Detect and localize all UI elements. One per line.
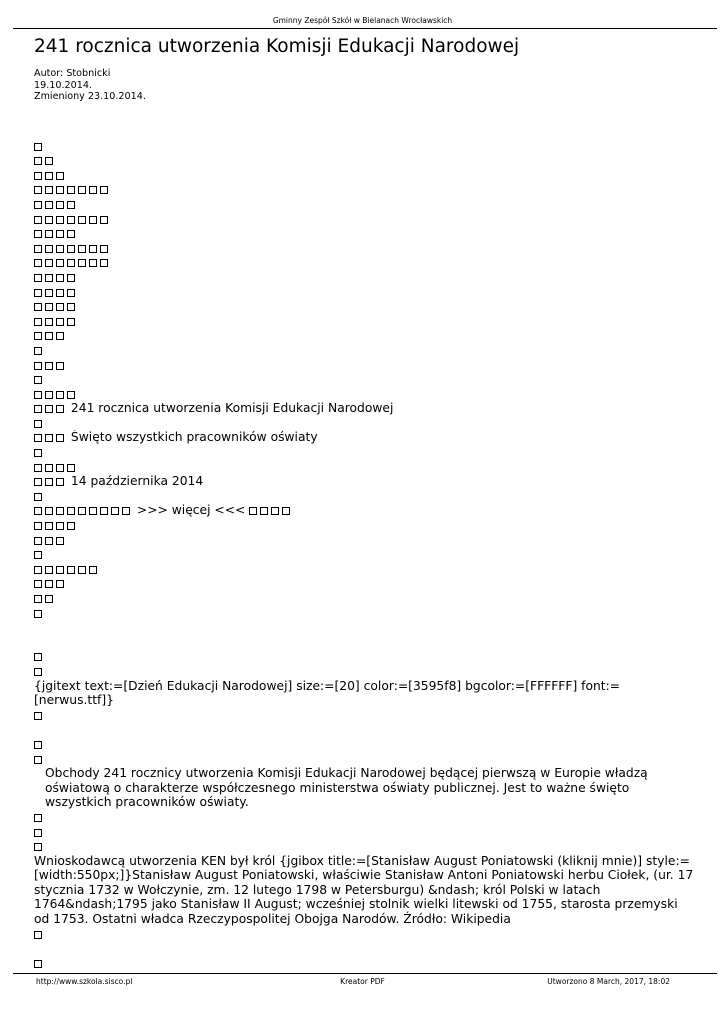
article-title: 241 rocznica utworzenia Komisji Edukacji Narodowej bbox=[34, 36, 520, 57]
banner-date-row bbox=[34, 474, 694, 489]
missing-glyph-box bbox=[56, 566, 64, 574]
footer-url[interactable]: http://www.szkola.sisco.pl bbox=[36, 977, 133, 986]
missing-glyph-box bbox=[249, 507, 257, 515]
paragraph-ken-founder: Wnioskodawcą utworzenia KEN był król {jgibox title:=[Stanisław August Poniatowski (kliknij mnie)] style:=[width:550px;]}Stanisław August Poniatowski, właściwie Stanisław Antoni Poniatowski herbu Ciołek, (ur. 17 stycznia 1732 w Wołczynie, zm. 12 lutego 1798 w Petersburgu) &ndash; król Polski w latach 1764&ndash;1795 jako Stanisław II August; wcześniej stolnik wielki litewski od 1755, starosta przemyski od 1753. Ostatni władca Rzeczypospolitej Obojga Narodów. Źródło: Wikipedia bbox=[34, 853, 694, 927]
more-link-row bbox=[34, 503, 694, 518]
missing-glyph-box bbox=[34, 347, 42, 355]
missing-glyph-box bbox=[34, 405, 42, 413]
missing-glyph-box bbox=[34, 157, 42, 165]
missing-glyph-box bbox=[34, 960, 42, 968]
more-link[interactable]: >>> więcej <<< bbox=[136, 503, 246, 518]
glyph-row bbox=[34, 168, 694, 183]
missing-glyph-box bbox=[56, 332, 64, 340]
missing-glyph-box bbox=[34, 245, 42, 253]
modified-date: Zmieniony 23.10.2014. bbox=[34, 91, 146, 102]
footer-divider bbox=[13, 973, 717, 974]
missing-glyph-box bbox=[271, 507, 279, 515]
glyph-row bbox=[34, 606, 694, 621]
missing-glyph-box bbox=[45, 318, 53, 326]
missing-glyph-box bbox=[67, 274, 75, 282]
missing-glyph-box bbox=[34, 362, 42, 370]
missing-glyph-box bbox=[45, 259, 53, 267]
missing-glyph-box bbox=[45, 566, 53, 574]
missing-glyph-box bbox=[34, 829, 42, 837]
missing-glyph-box bbox=[34, 434, 42, 442]
missing-glyph-box bbox=[122, 507, 130, 515]
missing-glyph-box bbox=[45, 230, 53, 238]
glyph-row bbox=[34, 226, 694, 241]
missing-glyph-box bbox=[34, 580, 42, 588]
missing-glyph-box bbox=[45, 216, 53, 224]
missing-glyph-box bbox=[45, 405, 53, 413]
glyph-row bbox=[34, 445, 694, 460]
glyph-row bbox=[34, 576, 694, 591]
missing-glyph-box bbox=[34, 595, 42, 603]
missing-glyph-box bbox=[34, 391, 42, 399]
missing-glyph-box bbox=[56, 405, 64, 413]
missing-glyph-box bbox=[56, 478, 64, 486]
missing-glyph-box bbox=[45, 464, 53, 472]
missing-glyph-box bbox=[45, 434, 53, 442]
missing-glyph-box bbox=[34, 843, 42, 851]
missing-glyph-box bbox=[34, 814, 42, 822]
article-meta bbox=[34, 68, 146, 103]
missing-glyph-box bbox=[67, 522, 75, 530]
glyph-row bbox=[34, 649, 694, 664]
glyph-row bbox=[34, 343, 694, 358]
missing-glyph-box bbox=[34, 507, 42, 515]
missing-glyph-box bbox=[34, 449, 42, 457]
header-divider bbox=[13, 28, 717, 29]
missing-glyph-box bbox=[56, 274, 64, 282]
missing-glyph-box bbox=[45, 157, 53, 165]
missing-glyph-box bbox=[56, 434, 64, 442]
missing-glyph-box bbox=[282, 507, 290, 515]
missing-glyph-box bbox=[45, 391, 53, 399]
glyph-row bbox=[34, 562, 694, 577]
missing-glyph-box bbox=[34, 478, 42, 486]
missing-glyph-box bbox=[100, 259, 108, 267]
missing-glyph-box bbox=[67, 303, 75, 311]
missing-glyph-box bbox=[56, 172, 64, 180]
missing-glyph-box bbox=[56, 230, 64, 238]
missing-glyph-box bbox=[78, 186, 86, 194]
missing-glyph-box bbox=[56, 318, 64, 326]
missing-glyph-box bbox=[34, 172, 42, 180]
missing-glyph-box bbox=[89, 566, 97, 574]
glyph-row bbox=[34, 547, 694, 562]
missing-glyph-box bbox=[78, 216, 86, 224]
missing-glyph-box bbox=[45, 362, 53, 370]
footer-created-at: Utworzono 8 March, 2017, 18:02 bbox=[547, 977, 670, 986]
missing-glyph-box bbox=[45, 507, 53, 515]
glyph-row bbox=[34, 591, 694, 606]
glyph-row bbox=[34, 241, 694, 256]
missing-glyph-box bbox=[34, 610, 42, 618]
banner-date: 14 października 2014 bbox=[70, 474, 204, 489]
missing-glyph-box bbox=[45, 332, 53, 340]
glyph-row bbox=[34, 285, 694, 300]
glyph-row bbox=[34, 927, 694, 942]
missing-glyph-box bbox=[260, 507, 268, 515]
article-body bbox=[34, 124, 694, 970]
glyph-row bbox=[34, 825, 694, 840]
missing-glyph-box bbox=[100, 245, 108, 253]
missing-glyph-box bbox=[67, 289, 75, 297]
missing-glyph-box bbox=[67, 464, 75, 472]
missing-glyph-box bbox=[100, 507, 108, 515]
missing-glyph-box bbox=[34, 668, 42, 676]
missing-glyph-box bbox=[34, 332, 42, 340]
glyph-row bbox=[34, 839, 694, 854]
glyph-row bbox=[34, 460, 694, 475]
missing-glyph-box bbox=[56, 303, 64, 311]
missing-glyph-box bbox=[89, 186, 97, 194]
missing-glyph-box bbox=[34, 230, 42, 238]
missing-glyph-box bbox=[45, 303, 53, 311]
missing-glyph-box bbox=[67, 216, 75, 224]
glyph-row bbox=[34, 139, 694, 154]
missing-glyph-box bbox=[45, 172, 53, 180]
missing-glyph-box bbox=[56, 289, 64, 297]
missing-glyph-box bbox=[67, 201, 75, 209]
missing-glyph-box bbox=[34, 274, 42, 282]
missing-glyph-box bbox=[45, 478, 53, 486]
missing-glyph-box bbox=[78, 245, 86, 253]
missing-glyph-box bbox=[34, 143, 42, 151]
missing-glyph-box bbox=[56, 259, 64, 267]
missing-glyph-box bbox=[34, 551, 42, 559]
created-date: 19.10.2014. bbox=[34, 79, 92, 91]
missing-glyph-box bbox=[34, 289, 42, 297]
glyph-row bbox=[34, 328, 694, 343]
missing-glyph-box bbox=[34, 259, 42, 267]
missing-glyph-box bbox=[78, 259, 86, 267]
missing-glyph-box bbox=[34, 376, 42, 384]
missing-glyph-box bbox=[34, 303, 42, 311]
missing-glyph-box bbox=[34, 318, 42, 326]
glyph-row bbox=[34, 197, 694, 212]
missing-glyph-box bbox=[34, 186, 42, 194]
banner-subtitle-row bbox=[34, 430, 694, 445]
missing-glyph-box bbox=[78, 566, 86, 574]
missing-glyph-box bbox=[89, 259, 97, 267]
paragraph-celebration: Obchody 241 rocznicy utworzenia Komisji Edukacji Narodowej będącej pierwszą w Europie władzą oświatową o charakterze współczesnego ministerstwa oświaty publicznej. Jest to ważne święto wszystkich pracowników oświaty. bbox=[45, 766, 648, 810]
banner-subtitle: Święto wszystkich pracowników oświaty bbox=[70, 430, 318, 445]
glyph-row bbox=[34, 810, 694, 825]
missing-glyph-box bbox=[56, 391, 64, 399]
missing-glyph-box bbox=[67, 391, 75, 399]
jgitext-markup: {jgitext text:=[Dzień Edukacji Narodowej] size:=[20] color:=[3595f8] bgcolor:=[FFFFFF] font:=[nerwus.ttf]} bbox=[34, 678, 621, 708]
author-line: Autor: Stobnicki bbox=[34, 68, 111, 79]
missing-glyph-box bbox=[34, 493, 42, 501]
missing-glyph-box bbox=[111, 507, 119, 515]
missing-glyph-box bbox=[56, 201, 64, 209]
missing-glyph-box bbox=[67, 230, 75, 238]
missing-glyph-box bbox=[56, 537, 64, 545]
missing-glyph-box bbox=[89, 245, 97, 253]
glyph-row bbox=[34, 956, 694, 971]
missing-glyph-box bbox=[45, 186, 53, 194]
glyph-row bbox=[34, 416, 694, 431]
missing-glyph-box bbox=[56, 186, 64, 194]
glyph-row bbox=[34, 212, 694, 227]
banner-title-row bbox=[34, 401, 694, 416]
footer-generator: Kreator PDF bbox=[340, 977, 385, 986]
glyph-row bbox=[34, 664, 694, 679]
glyph-row bbox=[34, 153, 694, 168]
missing-glyph-box bbox=[45, 245, 53, 253]
missing-glyph-box bbox=[67, 186, 75, 194]
glyph-row bbox=[34, 182, 694, 197]
missing-glyph-box bbox=[45, 537, 53, 545]
page-header-site-name: Gminny Zespół Szkół w Bielanach Wrocławskich bbox=[272, 16, 453, 25]
glyph-row bbox=[34, 533, 694, 548]
missing-glyph-box bbox=[89, 507, 97, 515]
missing-glyph-box bbox=[100, 216, 108, 224]
missing-glyph-box bbox=[45, 289, 53, 297]
missing-glyph-box bbox=[34, 201, 42, 209]
missing-glyph-box bbox=[67, 566, 75, 574]
missing-glyph-box bbox=[56, 362, 64, 370]
glyph-row bbox=[34, 489, 694, 504]
glyph-row bbox=[34, 387, 694, 402]
missing-glyph-box bbox=[45, 274, 53, 282]
glyph-row bbox=[34, 255, 694, 270]
missing-glyph-box bbox=[45, 580, 53, 588]
missing-glyph-box bbox=[67, 259, 75, 267]
missing-glyph-box bbox=[34, 216, 42, 224]
glyph-row bbox=[34, 299, 694, 314]
missing-glyph-box bbox=[67, 318, 75, 326]
missing-glyph-box bbox=[34, 756, 42, 764]
missing-glyph-box bbox=[34, 537, 42, 545]
missing-glyph-box bbox=[100, 186, 108, 194]
missing-glyph-box bbox=[34, 741, 42, 749]
glyph-row bbox=[34, 737, 694, 752]
missing-glyph-box bbox=[56, 245, 64, 253]
missing-glyph-box bbox=[56, 507, 64, 515]
glyph-row bbox=[34, 708, 694, 723]
missing-glyph-box bbox=[56, 580, 64, 588]
glyph-row bbox=[34, 752, 694, 767]
missing-glyph-box bbox=[34, 464, 42, 472]
missing-glyph-box bbox=[34, 653, 42, 661]
missing-glyph-box bbox=[34, 566, 42, 574]
missing-glyph-box bbox=[67, 245, 75, 253]
missing-glyph-box bbox=[34, 522, 42, 530]
glyph-row bbox=[34, 358, 694, 373]
missing-glyph-box bbox=[34, 931, 42, 939]
glyph-row bbox=[34, 372, 694, 387]
missing-glyph-box bbox=[45, 595, 53, 603]
missing-glyph-box bbox=[34, 420, 42, 428]
glyph-row bbox=[34, 518, 694, 533]
missing-glyph-box bbox=[34, 712, 42, 720]
glyph-row bbox=[34, 270, 694, 285]
missing-glyph-box bbox=[56, 216, 64, 224]
missing-glyph-box bbox=[56, 522, 64, 530]
banner-title: 241 rocznica utworzenia Komisji Edukacji Narodowej bbox=[70, 401, 394, 416]
missing-glyph-box bbox=[78, 507, 86, 515]
glyph-row bbox=[34, 314, 694, 329]
missing-glyph-box bbox=[45, 522, 53, 530]
missing-glyph-box bbox=[56, 464, 64, 472]
missing-glyph-box bbox=[67, 507, 75, 515]
missing-glyph-box bbox=[89, 216, 97, 224]
missing-glyph-box bbox=[45, 201, 53, 209]
